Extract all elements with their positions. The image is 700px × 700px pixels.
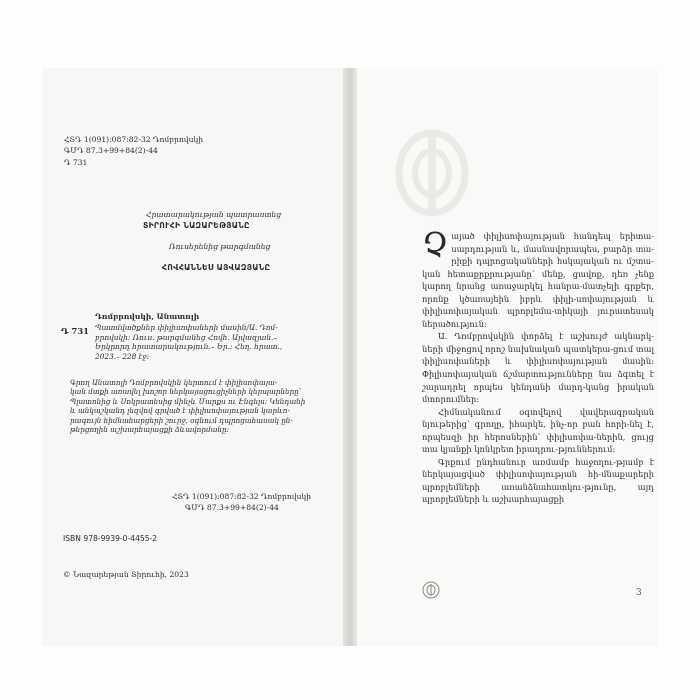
biblio-line: 2023.– 228 էջ: (95, 351, 150, 361)
biblio-line: Պատմվածքներ փիլիսոփաների մասին/Ա. Դոմ- (95, 323, 278, 332)
paragraph: Ա. Դոմբրովսկին փորձել է աշխույժ ակնարկ-ների միջոցով որոշ նախնական պատկերա-ցում տալ փիլիսոփաների և փիլիսոփայության մասին: Փիլիսոփայական ճշմարտությունները նա ձգտել է շարադրել որպես կենդանի մարդ-կանց իրական մտորումներ: (422, 331, 654, 405)
paragraph-text: այած փիլիսոփայության հանդեպ երիտա-սարդության և, մասնավորապես, բարձր տա-րիքի դպրոցականների հսկայական ու մշտա-կան հետաքրքրությանը՝ մենք, ցավոք, դեռ չենք կարող նրանց առաջարկել հանրա-մատչելի գրքեր, որոնք կծառայեին իբրև փիլի-սոփայության և փիլիսոփայական պրոբլեմա-տիկայի յուրատեսակ ներածություն: (422, 231, 654, 329)
udc-code-bottom: ՀՏԴ 1(091):087:82-32 Դոմբրովսկի (172, 492, 312, 501)
biblio-author: Դոմբրովսկի, Անատոլի (95, 312, 200, 321)
body-text (422, 225, 654, 506)
annotation-line: կան մտքի առավել խոշոր ներկայացուցիչների կերպարները՝ (70, 387, 302, 397)
udc-code-top: ՀՏԴ 1(091):087:82-32 Դոմբրովսկի (64, 135, 204, 144)
annotation-line: րագույն հիմնահարցերի շուրջ, օգնում դպրոցահասակ ըն- (70, 415, 293, 425)
bbk-code-top: ԳՄԴ 87.3+99+84(2)-44 (64, 146, 158, 155)
biblio-line: բրովսկի: Ռուս. թարգմանեց Հովհ. Այվազյան.– (95, 332, 278, 342)
book-gutter (343, 68, 357, 646)
translator-label: Ռուսերենից թարգմանեց (169, 242, 271, 251)
biblio-entry (95, 323, 327, 361)
isbn: ISBN 978-9939-0-4455-2 (63, 534, 158, 543)
author-mark-top: Դ 731 (64, 158, 88, 167)
page-number: 3 (636, 588, 642, 598)
translator-name: ՀՈՎՀԱՆՆԵՍ ԱՅՎԱԶՅԱՆԸ (162, 263, 271, 272)
biblio-line: Երկրորդ հրատարակություն.– Եր.: Հեղ. հրատ., (95, 342, 283, 352)
paragraph: Գրքում ընդհանուր առմամբ հաջողու-թյամբ է ներկայացված փիլիսոփայության հի-մնաքարերի պրոբլեմների առանձնահատկու-թյունը, այդ պրոբլեմների և աշխարհայացքի (422, 456, 654, 505)
publisher-logo-watermark-icon (395, 128, 469, 218)
copyright: © Նազարեթյան Տիրուհի, 2023 (63, 570, 189, 579)
commission-name: ՏԻՐՈՒՀԻ ՆԱԶԱՐԵԹՅԱՆԸ (143, 221, 250, 230)
publisher-logo-small-icon (422, 581, 440, 599)
commission-label: Հրատարակության պատրաստեց (146, 210, 282, 219)
annotation-line: Գրող Անատոլի Դոմբրովսկին կերտում է փիլիսոփայա- (70, 378, 278, 387)
annotation-line: թերցողին աշխարհայացքի ձևավորմանը: (70, 425, 229, 435)
annotation (70, 378, 326, 434)
drop-cap: Չ (422, 225, 449, 264)
scan-margin (0, 0, 42, 700)
bbk-code-bottom: ԳՄԴ 87.3+99+84(2)-44 (185, 503, 279, 512)
annotation-line: Պլատոնից և Սոկրատեսից մինչև Մարքս ու Էնգելս: Կենդանի (70, 396, 306, 406)
paragraph (422, 225, 654, 330)
biblio-mark: Դ 731 (61, 326, 90, 336)
annotation-line: և անկաշկանդ լեզվով գրված է փիլիսոփայության կարևո- (70, 406, 290, 416)
paragraph: Հիմնականում օգտվելով վավերագրական նյութերից՝ գրողը, իհարկե, ինչ-որ բան հորի-նել է, որպեսզի իր հերոսներին՝ փիլիսոփա-ներին, ցույց տա կյանքի կոնկրետ իրադրու-թյուններում: (422, 406, 654, 455)
